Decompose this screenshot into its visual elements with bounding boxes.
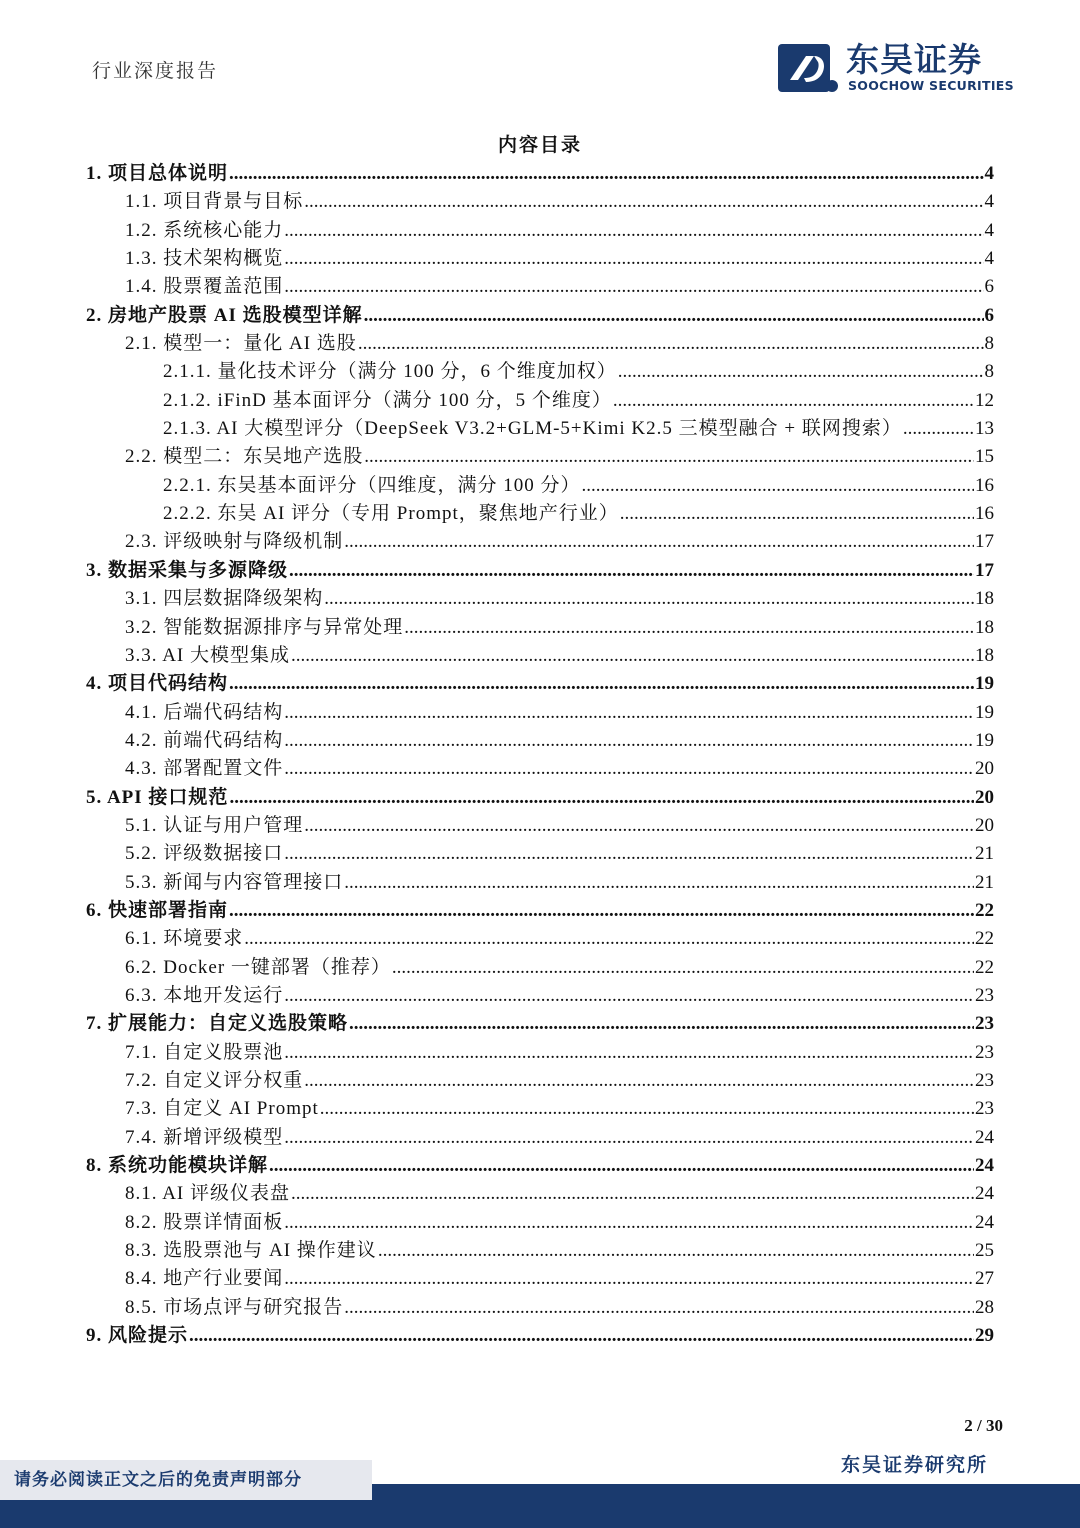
toc-leader-dots — [229, 784, 974, 812]
toc-entry-page: 21 — [975, 871, 994, 893]
toc-entry[interactable] — [86, 245, 994, 273]
toc-entry-title: 5. API 接口规范 — [86, 786, 229, 808]
toc-entry[interactable] — [86, 1180, 994, 1208]
toc-entry-title: 3.1. 四层数据降级架构 — [125, 588, 324, 610]
toc-entry[interactable] — [86, 1010, 994, 1038]
toc-entry[interactable] — [86, 1209, 994, 1237]
toc-leader-dots — [344, 1294, 974, 1322]
toc-entry-title: 1.1. 项目背景与目标 — [125, 191, 304, 213]
toc-leader-dots — [364, 443, 974, 471]
toc-entry-page: 24 — [975, 1155, 994, 1177]
toc-entry-page: 18 — [975, 616, 994, 638]
toc-entry-page: 13 — [975, 418, 994, 440]
toc-entry-page: 19 — [975, 673, 994, 695]
toc-entry-page: 16 — [975, 474, 994, 496]
toc-entry[interactable] — [86, 755, 994, 783]
toc-entry[interactable] — [86, 699, 994, 727]
toc-entry-page: 23 — [975, 984, 994, 1006]
toc-entry-page: 19 — [975, 701, 994, 723]
toc-entry-page: 17 — [975, 559, 994, 581]
toc-entry-page: 20 — [975, 758, 994, 780]
toc-entry-title: 6.3. 本地开发运行 — [125, 984, 284, 1006]
toc-entry-title: 2.2.1. 东吴基本面评分（四维度，满分 100 分） — [163, 474, 581, 496]
toc-entry-title: 1.4. 股票覆盖范围 — [125, 276, 284, 298]
toc-leader-dots — [284, 1039, 974, 1067]
toc-entry[interactable] — [86, 358, 994, 386]
toc-entry[interactable] — [86, 1095, 994, 1123]
toc-leader-dots — [284, 982, 974, 1010]
toc-entry-title: 1.2. 系统核心能力 — [125, 219, 284, 241]
toc-entry-title: 1.3. 技术架构概览 — [125, 248, 284, 270]
toc-entry-title: 2.2. 模型二：东吴地产选股 — [125, 446, 364, 468]
toc-entry-page: 16 — [975, 503, 994, 525]
logo-chinese-name: 东吴证券 — [846, 40, 982, 79]
toc-entry-title: 6. 快速部署指南 — [86, 899, 229, 921]
toc-entry[interactable] — [86, 387, 994, 415]
toc-entry-title: 3.2. 智能数据源排序与异常处理 — [125, 616, 404, 638]
toc-entry[interactable] — [86, 330, 994, 358]
toc-leader-dots — [392, 954, 974, 982]
toc-leader-dots — [291, 642, 974, 670]
toc-entry-page: 28 — [975, 1296, 994, 1318]
toc-entry[interactable] — [86, 160, 994, 188]
toc-entry-title: 4.1. 后端代码结构 — [125, 701, 284, 723]
toc-entry-page: 21 — [975, 843, 994, 865]
toc-entry-title: 5.3. 新闻与内容管理接口 — [125, 871, 344, 893]
toc-entry-page: 22 — [975, 928, 994, 950]
toc-entry-page: 18 — [975, 588, 994, 610]
toc-leader-dots — [269, 1152, 974, 1180]
footer-firm-name: 东吴证券研究所 — [840, 1454, 988, 1476]
toc-entry-title: 2.1.2. iFinD 基本面评分（满分 100 分，5 个维度） — [163, 389, 612, 411]
toc-entry[interactable] — [86, 302, 994, 330]
toc-entry-page: 23 — [975, 1098, 994, 1120]
toc-entry[interactable] — [86, 897, 994, 925]
toc-leader-dots — [229, 160, 983, 188]
toc-entry[interactable] — [86, 784, 994, 812]
toc-leader-dots — [284, 245, 983, 273]
toc-entry-title: 8. 系统功能模块详解 — [86, 1155, 269, 1177]
toc-entry[interactable] — [86, 812, 994, 840]
toc-entry[interactable] — [86, 443, 994, 471]
toc-leader-dots — [284, 1265, 974, 1293]
toc-leader-dots — [903, 415, 974, 443]
toc-leader-dots — [284, 1124, 974, 1152]
toc-entry-page: 23 — [975, 1070, 994, 1091]
toc-leader-dots — [320, 1095, 974, 1123]
toc-entry-title: 8.1. AI 评级仪表盘 — [125, 1183, 291, 1205]
toc-entry[interactable] — [86, 670, 994, 698]
toc-entry-page: 19 — [975, 729, 994, 751]
toc-entry[interactable] — [86, 954, 994, 982]
toc-entry-page: 23 — [975, 1041, 994, 1063]
toc-entry-page: 6 — [984, 304, 994, 326]
toc-entry[interactable] — [86, 1322, 994, 1350]
toc-entry-page: 6 — [984, 276, 994, 298]
toc-leader-dots — [304, 812, 974, 840]
toc-leader-dots — [324, 585, 974, 613]
toc-entry[interactable] — [86, 1039, 994, 1067]
toc-entry[interactable] — [86, 982, 994, 1010]
toc-leader-dots — [291, 1180, 974, 1208]
toc-entry-page: 4 — [984, 219, 994, 241]
toc-entry-title: 8.3. 选股票池与 AI 操作建议 — [125, 1240, 377, 1262]
toc-entry[interactable] — [86, 273, 994, 301]
toc-entry-title: 4. 项目代码结构 — [86, 673, 229, 695]
toc-entry[interactable] — [86, 1265, 994, 1293]
toc-leader-dots — [613, 387, 974, 415]
toc-entry-title: 8.4. 地产行业要闻 — [125, 1268, 284, 1290]
toc-entry-page: 22 — [975, 899, 994, 921]
toc-entry-title: 7.4. 新增评级模型 — [125, 1126, 284, 1148]
toc-entry-title: 5.1. 认证与用户管理 — [125, 814, 304, 836]
toc-entry-page: 24 — [975, 1183, 994, 1205]
toc-entry-title: 2.1.3. AI 大模型评分（DeepSeek V3.2+GLM-5+Kimi K2.5 三模型融合 + 联网搜索） — [163, 418, 902, 440]
toc-leader-dots — [229, 670, 974, 698]
toc-entry[interactable] — [86, 727, 994, 755]
toc-entry[interactable] — [86, 614, 994, 642]
toc-entry-page: 22 — [975, 956, 994, 978]
toc-entry[interactable] — [86, 869, 994, 897]
toc-entry[interactable] — [86, 528, 994, 556]
toc-entry-page: 29 — [975, 1325, 994, 1347]
toc-leader-dots — [304, 1067, 974, 1095]
toc-entry-page: 24 — [975, 1126, 994, 1148]
toc-entry[interactable] — [86, 557, 994, 585]
toc-entry-page: 4 — [984, 248, 994, 270]
toc-entry[interactable] — [86, 500, 994, 528]
toc-entry-title: 7.1. 自定义股票池 — [125, 1041, 284, 1063]
toc-leader-dots — [364, 302, 984, 330]
toc-leader-dots — [189, 1322, 974, 1350]
toc-entry-page: 12 — [975, 389, 994, 411]
toc-entry-title: 8.5. 市场点评与研究报告 — [125, 1296, 344, 1318]
toc-leader-dots — [304, 188, 983, 216]
toc-entry-title: 9. 风险提示 — [86, 1325, 189, 1347]
toc-entry-page: 4 — [984, 163, 994, 184]
toc-leader-dots — [344, 528, 974, 556]
page-number: 2 / 30 — [964, 1416, 1003, 1435]
toc-leader-dots — [284, 1209, 974, 1237]
toc-entry[interactable] — [86, 217, 994, 245]
toc-entry-title: 2.3. 评级映射与降级机制 — [125, 531, 344, 553]
toc-entry[interactable] — [86, 1152, 994, 1180]
toc-leader-dots — [284, 217, 983, 245]
toc-entry-title: 3. 数据采集与多源降级 — [86, 559, 289, 581]
toc-leader-dots — [284, 840, 974, 868]
toc-entry-page: 4 — [984, 191, 994, 213]
toc-entry-page: 27 — [975, 1268, 994, 1290]
toc-entry[interactable] — [86, 472, 994, 500]
toc-entry[interactable] — [86, 188, 994, 216]
toc-entry-page: 20 — [975, 786, 994, 808]
company-logo — [776, 40, 1014, 96]
toc-entry-title: 7. 扩展能力：自定义选股策略 — [86, 1013, 349, 1035]
disclaimer-note: 请务必阅读正文之后的免责声明部分 — [0, 1460, 372, 1500]
toc-entry[interactable] — [86, 415, 994, 443]
toc-entry[interactable] — [86, 1294, 994, 1322]
toc-leader-dots — [284, 699, 974, 727]
toc-entry-title: 8.2. 股票详情面板 — [125, 1211, 284, 1233]
toc-entry-title: 7.2. 自定义评分权重 — [125, 1070, 304, 1091]
toc-entry-title: 2. 房地产股票 AI 选股模型详解 — [86, 304, 363, 326]
toc-leader-dots — [284, 755, 974, 783]
toc-entry-title: 3.3. AI 大模型集成 — [125, 644, 291, 666]
toc-leader-dots — [244, 925, 974, 953]
toc-leader-dots — [582, 472, 974, 500]
toc-entry-page: 20 — [975, 814, 994, 836]
toc-entry-title: 4.2. 前端代码结构 — [125, 729, 284, 751]
toc-entry-page: 18 — [975, 644, 994, 666]
toc-entry-title: 2.1. 模型一：量化 AI 选股 — [125, 333, 357, 355]
toc-leader-dots — [349, 1010, 974, 1038]
toc-leader-dots — [229, 897, 974, 925]
toc-entry[interactable] — [86, 1067, 994, 1095]
toc-entry-title: 2.2.2. 东吴 AI 评分（专用 Prompt，聚焦地产行业） — [163, 503, 619, 525]
toc-entry-title: 4.3. 部署配置文件 — [125, 758, 284, 780]
toc-leader-dots — [284, 727, 974, 755]
toc-entry-page: 8 — [984, 361, 994, 383]
toc-entry[interactable] — [86, 840, 994, 868]
toc-entry-title: 5.2. 评级数据接口 — [125, 843, 284, 865]
toc-leader-dots — [284, 273, 983, 301]
toc-entry-title: 6.2. Docker 一键部署（推荐） — [125, 956, 391, 978]
toc-entry-page: 8 — [984, 333, 994, 355]
toc-entry-title: 2.1.1. 量化技术评分（满分 100 分，6 个维度加权） — [163, 361, 617, 383]
toc-entry-title: 7.3. 自定义 AI Prompt — [125, 1098, 319, 1120]
table-of-contents — [86, 160, 994, 1350]
toc-entry-page: 15 — [975, 446, 994, 468]
toc-entry-page: 24 — [975, 1211, 994, 1233]
logo-english-name: SOOCHOW SECURITIES — [848, 78, 1014, 93]
toc-leader-dots — [289, 557, 974, 585]
toc-leader-dots — [358, 330, 984, 358]
toc-entry[interactable] — [86, 642, 994, 670]
toc-leader-dots — [620, 500, 974, 528]
toc-leader-dots — [378, 1237, 974, 1265]
toc-entry[interactable] — [86, 1237, 994, 1265]
toc-entry-title: 1. 项目总体说明 — [86, 163, 229, 184]
toc-leader-dots — [344, 869, 974, 897]
toc-entry-page: 23 — [975, 1013, 994, 1035]
toc-entry[interactable] — [86, 1124, 994, 1152]
toc-leader-dots — [618, 358, 984, 386]
toc-entry-page: 25 — [975, 1240, 994, 1262]
toc-entry-page: 17 — [975, 531, 994, 553]
logo-mark-icon — [776, 42, 840, 96]
toc-entry[interactable] — [86, 585, 994, 613]
toc-leader-dots — [404, 614, 974, 642]
report-type-label: 行业深度报告 — [92, 60, 219, 82]
toc-entry-title: 6.1. 环境要求 — [125, 928, 244, 950]
toc-entry[interactable] — [86, 925, 994, 953]
toc-title: 内容目录 — [497, 134, 582, 156]
